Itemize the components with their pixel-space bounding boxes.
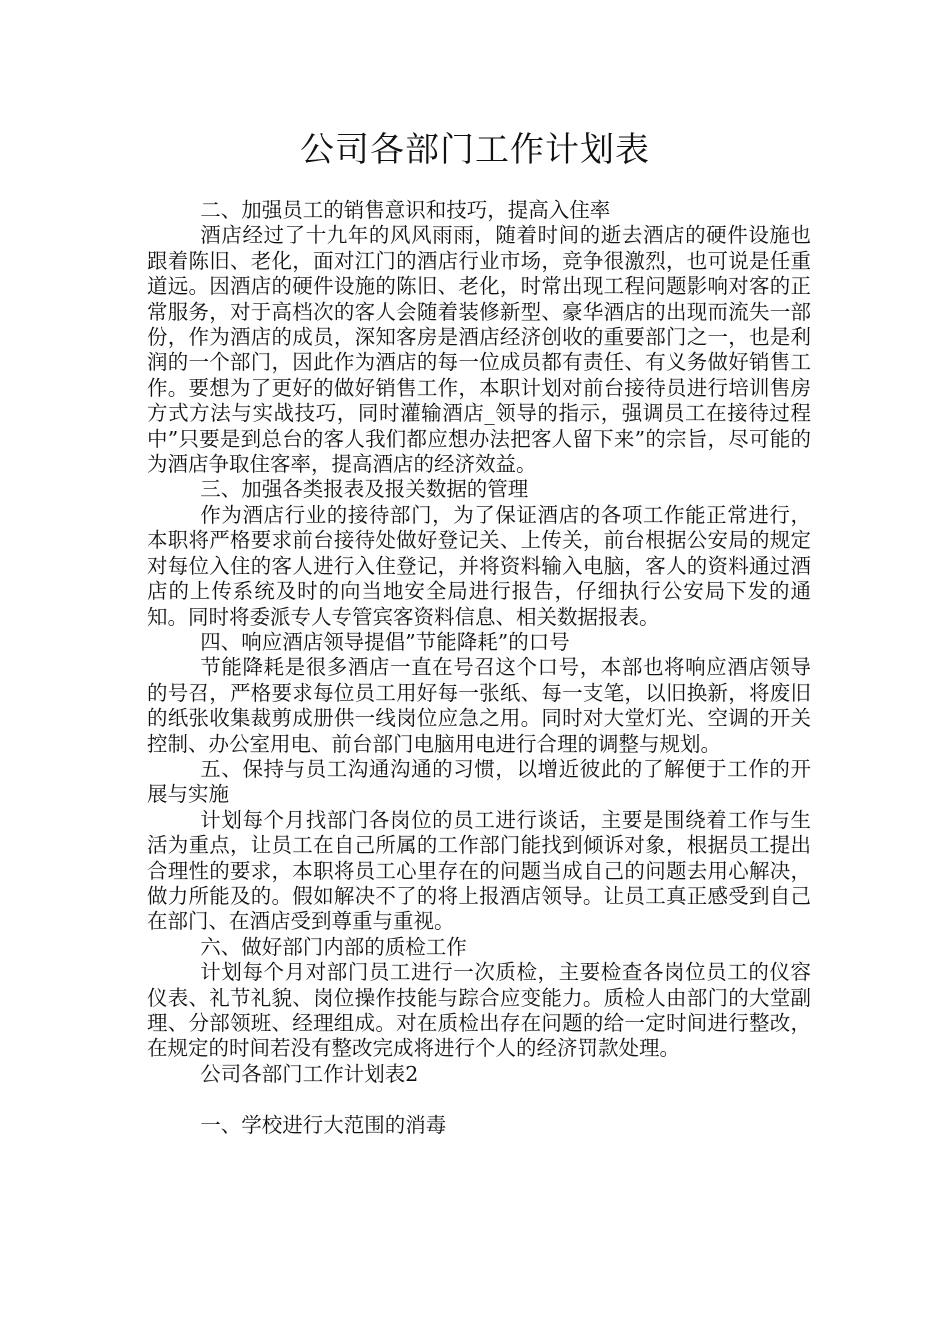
paragraph-communication: 计划每个月找部门各岗位的员工进行谈话，主要是围绕着工作与生活为重点，让员工在自己所属的工作部门能找到倾诉对象，根据员工提出合理性的要求，本职将员工心里存在的问题当成自己的问题去用心解决，做力所能及的。假如解决不了的将上报酒店领导。让员工真正感受到自己在部门、在酒店受到尊重与重视。 bbox=[147, 807, 811, 934]
document-body bbox=[147, 198, 811, 1138]
heading-section-2: 二、加强员工的销售意识和技巧，提高入住率 bbox=[200, 198, 611, 222]
subtitle-plan-2: 公司各部门工作计划表2 bbox=[200, 1061, 419, 1086]
heading-section-6: 六、做好部门内部的质检工作 bbox=[200, 934, 467, 959]
heading-section-4: 四、响应酒店领导提倡”节能降耗”的口号 bbox=[200, 629, 570, 654]
paragraph-quality-check: 计划每个月对部门员工进行一次质检，主要检查各岗位员工的仪容仪表、礼节礼貌、岗位操作技能与踪合应变能力。质检人由部门的大堂副理、分部领班、经理组成。对在质检出存在问题的给一定时间进行整改，在规定的时间若没有整改完成将进行个人的经济罚款处理。 bbox=[147, 960, 811, 1061]
paragraph-sales: 酒店经过了十九年的风风雨雨，随着时间的逝去酒店的硬件设施也跟着陈旧、老化，面对江门的酒店行业市场，竞争很激烈，也可说是任重道远。因酒店的硬件设施的陈旧、老化，时常出现工程问题影响对客的正常服务，对于高档次的客人会随着装修新型、豪华酒店的出现而流失一部份，作为酒店的成员，深知客房是酒店经济创收的重要部门之一，也是利润的一个部门，因此作为酒店的每一位成员都有责任、有义务做好销售工作。要想为了更好的做好销售工作，本职计划对前台接待员进行培训售房方式方法与实战技巧，同时灌输酒店_领导的指示，强调员工在接待过程中”只要是到总台的客人我们都应想办法把客人留下来”的宗旨，尽可能的为酒店争取住客率，提高酒店的经济效益。 bbox=[147, 223, 811, 477]
paragraph-energy-saving: 节能降耗是很多酒店一直在号召这个口号，本部也将响应酒店领导的号召，严格要求每位员工用好每一张纸、每一支笔，以旧换新，将废旧的纸张收集裁剪成册供一线岗位应急之用。同时对大堂灯光、空调的开关控制、办公室用电、前台部门电脑用电进行合理的调整与规划。 bbox=[147, 655, 811, 756]
document-title: 公司各部门工作计划表 bbox=[300, 130, 650, 170]
heading-section-3: 三、加强各类报表及报关数据的管理 bbox=[200, 477, 529, 502]
paragraph-reports: 作为酒店行业的接待部门，为了保证酒店的各项工作能正常进行，本职将严格要求前台接待处做好登记关、上传关，前台根据公安局的规定对每位入住的客人进行入住登记，并将资料输入电脑，客人的资料通过酒店的上传系统及时的向当地安全局进行报告，仔细执行公安局下发的通知。同时将委派专人专管宾客资料信息、相关数据报表。 bbox=[147, 502, 811, 629]
heading-section-5: 五、保持与员工沟通沟通的习惯，以增近彼此的了解便于工作的开展与实施 bbox=[147, 756, 811, 807]
heading-disinfection: 一、学校进行大范围的消毒 bbox=[200, 1112, 447, 1137]
